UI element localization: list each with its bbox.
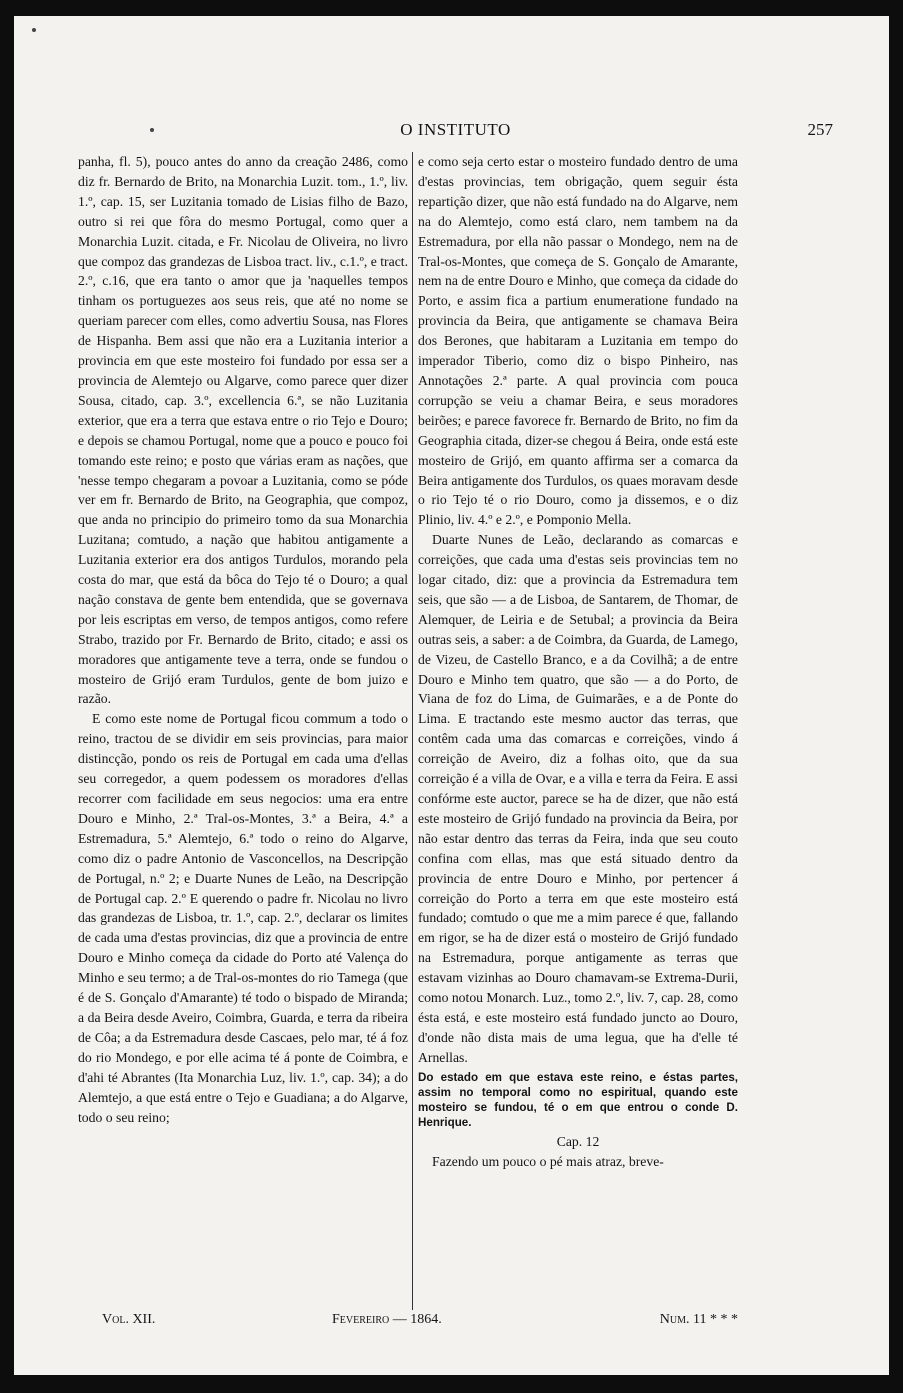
issue-date: Fevereiro — 1864. <box>332 1312 442 1327</box>
paragraph: e como seja certo estar o mosteiro fundado dentro de uma d'estas provincias, tem obrigação, quem seguir ésta repartição dizer, que não está fundado na do Algarve, nem na do Alemtejo, como está claro, nem tambem na da Estremadura, por ella não passar o Mondego, nem na de Tral-os-Montes, que começa de S. Gonçalo de Amarante, nem na de entre Douro e Minho, que começa da cidade do Porto, e assim fica a partium enumeratione fundado na provincia da Beira, que antigamente se chamava Beira dos Berones, que habitaram a Luzitania em tempo do imperador Tiberio, como diz o bispo Pinheiro, nas Annotações 2.ª parte. A qual provincia com pouca corrupção se veiu a chamar Beira, e seus moradores beirões; e parece favorece fr. Bernardo de Brito, no fim da Geographia citada, dizer-se chegou á Beira, onde está este mosteiro de Grijó, em quanto affirma ser a comarca da Beira antigamente dos Turdulos, os quaes moravam desde o rio Tejo té o rio Douro, como ja dissemos, e o diz Plinio, liv. 4.º e 2.º, e Pomponio Mella. <box>418 154 738 528</box>
issue-number: Num. 11 * * * <box>659 1312 738 1327</box>
journal-title: O INSTITUTO <box>400 120 511 139</box>
scan-border-bottom <box>0 1375 903 1393</box>
scan-border-right <box>889 0 903 1393</box>
ink-speck <box>32 28 36 32</box>
left-column <box>78 152 408 1127</box>
scan-border-left <box>0 0 14 1393</box>
paragraph: Duarte Nunes de Leão, declarando as comarcas e correições, que cada uma d'estas seis provincias tem no logar citado, diz: que a provincia da Estremadura tem seis, que são — a de Lisboa, de Santarem, de Thomar, de Alemquer, de Leiria e de Setubal; a provincia da Beira outras seis, a saber: a de Coimbra, da Guarda, de Lamego, de Vizeu, de Castello Branco, e a da Covilhã; a de entre Douro e Minho tem quatro, que são — a do Porto, de Viana de foz do Lima, de Guimarães, e a de Ponte do Lima. E tractando este mesmo auctor das terras, que contêm cada uma das comarcas e correições, vindo á correição de Aveiro, diz a folhas oito, que da sua correição é a villa de Ovar, e a villa e terra da Feira. E assi confórme este auctor, parece se ha de dizer, que não está este mosteiro de Grijó fundado na provincia da Beira, por não estar dentro das terras da Feira, inda que seu couto confina com ellas, mas que está situado dentro da provincia de entre Douro e Minho, por pertencer á correição do Porto a terra em que este mosteiro está fundado; comtudo o que me a mim parece é que, fallando em rigor, se ha de dizer está o mosteiro de Grijó fundado na Estremadura, porque antigamente as terras que estavam vizinhas ao Douro chamavam-se Extrema-Durii, como notou Monarch. Luz., tomo 2.º, liv. 7, cap. 28, como ésta está, e este mosteiro está fundado juncto ao Douro, d'onde não dista mais de uma legua, que ha d'elle té Arnellas. <box>418 532 739 1065</box>
page-number: 257 <box>807 120 833 139</box>
chapter-heading: Cap. 12 <box>556 1133 600 1149</box>
volume-label: Vol. XII. <box>102 1312 156 1327</box>
paragraph: Fazendo um pouco o pé mais atraz, breve- <box>432 1153 664 1169</box>
page-footer <box>78 1312 738 1332</box>
paragraph: panha, fl. 5), pouco antes do anno da creação 2486, como diz fr. Bernardo de Brito, na Monarchia Luzit. tom., 1.º, liv. 1.º, cap. 15, ser Luzitania tomado de Lisias filho de Bazo, outro si rei que fôra do mesmo Portugal, como quer a Monarchia Luzit. citada, e Fr. Nicolau de Oliveira, no livro que compoz das grandezas de Lisboa tract. liv., c.1.º, e tract. 2.º, c.16, que era tanto o amor que ja 'naquelles tempos tinham os portuguezes aos seus reis, que até no nome se queriam parecer com elles, como advertiu Sousa, nas Flores de Hispanha. Bem assi que não era a Luzitania interior a provincia em que este mosteiro foi fundado por essa ser a provincia de Alemtejo ou Algarve, como parece quer dizer Sousa, citado, cap. 3.º, excellencia 6.ª, se não Luzitania exterior, que era a terra que estava entre o rio Tejo e Douro; e depois se chamou Portugal, nome que a pouco e pouco foi tomando este reino; e posto que várias eram as nações, que 'nesse tempo chegaram a povoar a Luzitania, como se póde ver em fr. Bernardo de Brito, na Geographia, que compoz, que anda no principio do primeiro tomo da sua Monarchia Luzitana; comtudo, a nação que habitou antigamente a Luzitania exterior era dos antigos Turdulos, morando pela costa do mar, que está da bôca do Tejo té o Douro; a qual nação constava de gente bem entendida, que se governava por leis escriptas em verso, de tempos antigos, como refere Strabo, trazido por Fr. Bernardo de Brito, citado; e assi os moradores que antigamente teve a terra, onde se fundou o mosteiro de Grijó eram Turdulos, gente de bom juizo e razão. <box>78 154 408 707</box>
right-column <box>418 152 738 1172</box>
paragraph: E como este nome de Portugal ficou commum a todo o reino, tractou de se dividir em seis provincias, para maior distincção, pondo os reis de Portugal em cada uma d'ellas seu corregedor, a quem podessem os moradores d'ellas recorrer com facilidade em seus negocios: uma era entre Douro e Minho, 2.ª Tral-os-Montes, 3.ª a Beira, 4.ª a Estremadura, 5.ª Alemtejo, 6.ª todo o reino do Algarve, como diz o padre Antonio de Vasconcellos, na Descripção de Portugal, n.º 2; e Duarte Nunes de Leão, na Descripção de Portugal cap. 2.º E querendo o padre fr. Nicolau no livro das grandezas de Lisboa, tr. 1.º, cap. 2.º, declarar os limites de cada uma d'estas provincias, diz que a provincia de entre Douro e Minho começa da cidade do Porto até Valença do Minho e seu termo; a de Tral-os-montes do rio Tamega (que é de S. Gonçalo d'Amarante) té todo o bispado de Miranda; a da Beira desde Aveiro, Coimbra, Guarda, e terra da ribeira de Côa; a da Estremadura desde Cascaes, pelo mar, té á foz do rio Mondego, e por elle acima té á ponte de Coimbra, e d'ahi té Abrantes (Ita Monarchia Luz, liv. 1.º, cap. 34); a do Alemtejo, a que está entre o Tejo e Guadiana; a do Algarve, todo o seu reino; <box>78 711 408 1125</box>
running-head <box>78 120 833 144</box>
column-rule <box>412 152 413 1310</box>
chapter-summary: Do estado em que estava este reino, e éstas partes, assim no temporal como no espiritual, quando este mosteiro se fundou, té o em que entrou o conde D. Henrique. <box>418 1070 738 1129</box>
scan-border-top <box>0 0 903 16</box>
